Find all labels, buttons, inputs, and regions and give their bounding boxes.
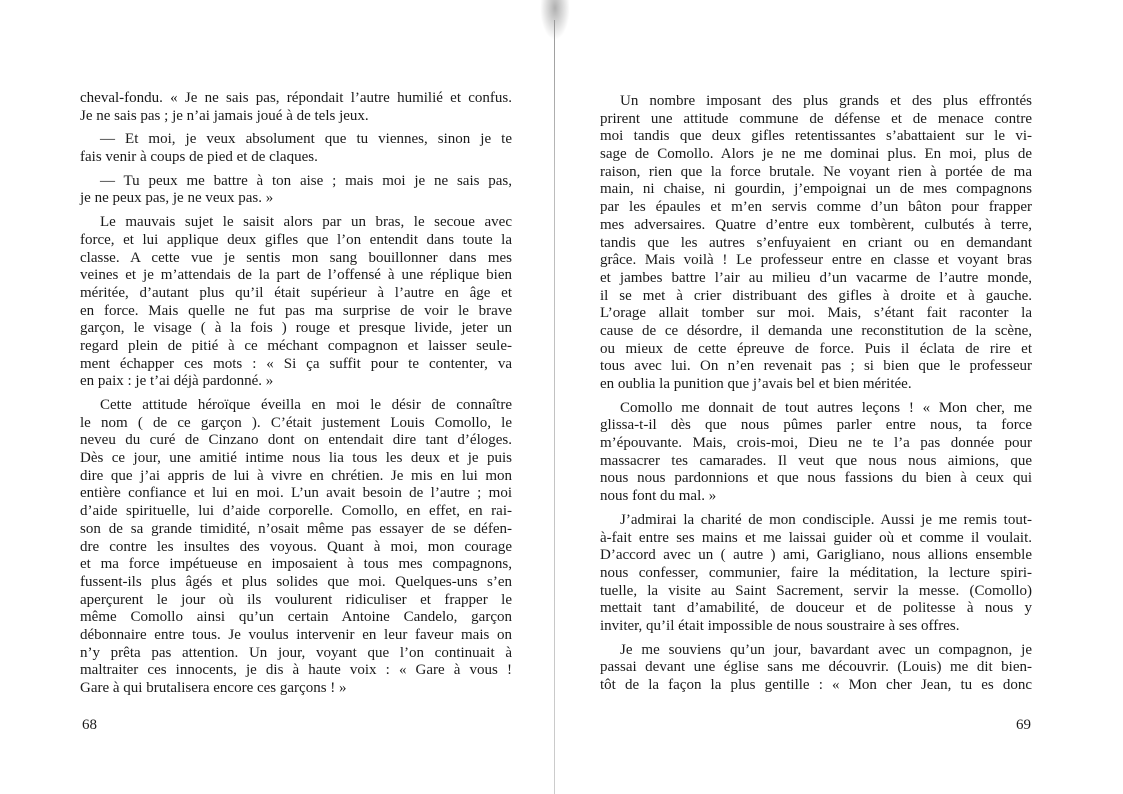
paragraph [600, 642, 1032, 695]
text-line: nous font du mal. » [600, 488, 717, 505]
text-line: — Tu peux me battre à ton aise ; mais moi je ne sais pas, [100, 172, 512, 189]
text-line: sage de Comollo. Alors je ne me dominai plus. En moi, plus de [600, 146, 1032, 163]
text-line: fais venir à coups de pied et de claques. [80, 149, 318, 166]
text-line: dire que j’ai appris de lui à vivre en chrétien. Je mis en lui mon [80, 467, 512, 484]
text-line: Comollo me donnait de tout autres leçons ! « Mon cher, me [620, 399, 1032, 416]
text-line: garçon, le visage ( à la fois ) rouge et presque livide, jeter un [80, 320, 512, 337]
text-line: il se met à crier distribuant des gifles à droite et à gauche. [600, 287, 1032, 304]
paragraph [600, 93, 1032, 394]
text-line: force, et lui applique deux gifles que l’on entendit dans toute la [80, 231, 512, 248]
page-gutter [554, 20, 555, 794]
text-line: regard plein de pitié à ce méchant compagnon et laisser seule- [80, 337, 512, 354]
text-line: le nom ( de ce garçon ). C’était justement Louis Comollo, le [80, 414, 512, 431]
binding-shadow [540, 0, 570, 40]
text-line: n’y prêta pas attention. Un jour, voyant que l’on continuait à [80, 644, 512, 661]
text-line: nous nous pardonnions et que nous fassions du bien à ceux qui [600, 470, 1032, 487]
text-line: ou mieux de cette épreuve de force. Puis il éclata de rire et [600, 340, 1032, 357]
text-line: d’aide spirituelle, lui d’aide corporelle. Comollo, en effet, en rai- [80, 503, 512, 520]
text-line: Gare à qui brutalisera encore ces garçons ! » [80, 680, 347, 696]
text-line: glissa-t-il dès que nous pûmes parler entre nous, ta force [600, 417, 1032, 434]
text-line: Un nombre imposant des plus grands et des plus effrontés [620, 93, 1032, 109]
text-line: mettait tant d’amabilité, de douceur et de politesse à nous y [600, 600, 1032, 617]
text-line: L’orage allait tomber sur moi. Mais, s’étant fait raconter la [600, 305, 1032, 322]
text-line: en oublia la punition que j’avais bel et bien méritée. [600, 376, 912, 392]
text-line: Le mauvais sujet le saisit alors par un bras, le secoue avec [100, 214, 512, 231]
text-line: inviter, qu’il était impossible de nous soustraire à ses offres. [600, 617, 960, 634]
text-line: en force. Mais quelle ne fut pas ma surprise de voir le brave [80, 302, 512, 319]
text-line: massacrer tes camarades. Il veut que nous nous aimions, que [600, 452, 1032, 469]
text-line: tous avec lui. On n’en revenait pas ; si bien que le professeur [600, 358, 1032, 375]
page-number-left: 68 [82, 717, 97, 733]
text-line: débonnaire entre tous. Je voulus intervenir en leur faveur mais on [80, 626, 512, 643]
text-line: en paix : je t’ai déjà pardonné. » [80, 373, 274, 390]
page-number-right: 69 [1016, 717, 1031, 733]
text-line: main, ni chaise, ni gourdin, j’empoignai un de mes compagnons [600, 181, 1032, 198]
paragraph [600, 512, 1032, 636]
text-line: fussent-ils plus âgés et plus solides que moi. Quelques-uns s’en [80, 573, 512, 590]
text-line: veines et je m’attendais de la part de l’offensé à une réplique bien [80, 267, 512, 284]
text-line: Je me souviens qu’un jour, bavardant avec un compagnon, je [620, 641, 1032, 658]
paragraph [80, 90, 512, 125]
text-line: m’épouvante. Mais, crois-moi, Dieu ne te l’a pas donnée pour [600, 435, 1032, 452]
text-line: ment échapper ces mots : « Si ça suffit pour te contenter, va [80, 355, 512, 372]
text-line: Dès ce jour, une amitié intime nous lia tous les deux et je puis [80, 450, 512, 467]
text-line: nous confesser, communier, faire la méditation, la lecture spiri- [600, 564, 1032, 581]
text-line: je ne peux pas, je ne veux pas. » [80, 190, 274, 207]
text-line: et ma force impétueuse en imposaient à tous mes compagnons, [80, 556, 512, 573]
paragraph [80, 131, 512, 166]
text-line: D’accord avec un ( autre ) ami, Garigliano, nous allions ensemble [600, 547, 1032, 564]
text-line: tuelle, la visite au Saint Sacrement, servir la messe. (Comollo) [600, 582, 1032, 599]
paragraph [80, 173, 512, 208]
text-line: tôt de la façon la plus gentille : « Mon cher Jean, tu es donc [600, 677, 1032, 693]
text-line: raison, rien que la force brutale. Ne voyant rien à portée de ma [600, 163, 1032, 180]
text-line: et jambes battre l’air au milieu d’un vacarme de l’autre monde, [600, 269, 1032, 286]
text-line: neveu du curé de Cinzano dont on entendait dire tant d’éloges. [80, 432, 512, 449]
paragraph [600, 400, 1032, 506]
text-line: mes adversaires. Quatre d’entre eux tombèrent, culbutés à terre, [600, 216, 1032, 233]
text-line: cheval-fondu. « Je ne sais pas, répondait l’autre humilié et confus. [80, 90, 512, 106]
text-line: tandis que les autres s’enfuyaient en criant ou en demandant [600, 234, 1032, 251]
paragraph [80, 397, 512, 698]
text-line: — Et moi, je veux absolument que tu viennes, sinon je te [100, 131, 512, 148]
text-line: à-fait entre ses mains et me laissai guider où et comme il voulait. [600, 529, 1032, 546]
text-line: dre contre les insultes des voyous. Quant à moi, mon courage [80, 538, 512, 555]
text-line: Je ne sais pas ; je n’ai jamais joué à de tels jeux. [80, 107, 369, 124]
text-line: passai devant une église sans me découvrir. (Louis) me dit bien- [600, 659, 1032, 676]
text-line: grâce. Mais voilà ! Le professeur entre en classe et voyant bras [600, 252, 1032, 269]
paragraph [80, 214, 512, 391]
text-line: maltraiter ces innocents, je dis à haute voix : « Gare à vous ! [80, 662, 512, 679]
text-line: son de sa grande timidité, n’osait même pas essayer de se défen- [80, 520, 512, 537]
text-line: méritée, d’autant plus qu’il était supérieur à l’autre en âge et [80, 284, 512, 301]
text-line: prirent une attitude commune de défense et de menace contre [600, 110, 1032, 127]
text-line: moi tandis que deux gifles retentissantes s’abattaient sur le vi- [600, 128, 1032, 145]
text-line: entière confiance et lui en moi. L’un avait besoin de l’autre ; moi [80, 485, 512, 502]
right-page-text [600, 93, 1032, 701]
text-line: Cette attitude héroïque éveilla en moi le désir de connaître [100, 397, 512, 413]
text-line: cause de ce désordre, il demanda une reconstitution de la scène, [600, 322, 1032, 339]
text-line: J’admirai la charité de mon condisciple. Aussi je me remis tout- [620, 511, 1032, 528]
left-page-text [80, 90, 512, 704]
text-line: même Comollo ainsi qu’un certain Antoine Candelo, garçon [80, 609, 512, 626]
text-line: classe. A cette vue je sentis mon sang bouillonner dans mes [80, 249, 512, 266]
text-line: par les épaules et m’en servis comme d’un bâton pour frapper [600, 199, 1032, 216]
text-line: aperçurent le jour où ils voulurent ridiculiser et frapper le [80, 591, 512, 608]
